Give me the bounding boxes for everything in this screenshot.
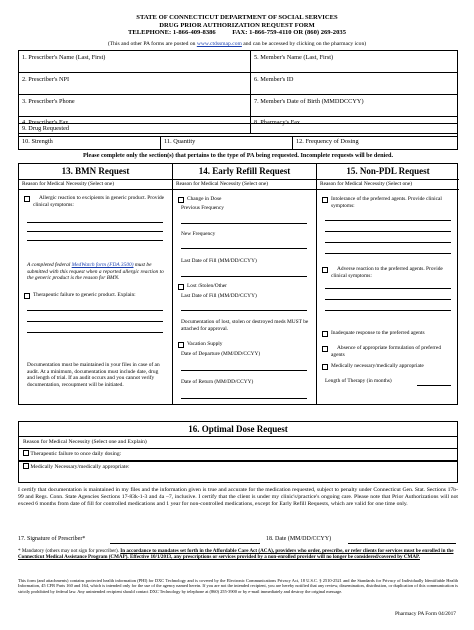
answer-line[interactable] bbox=[325, 242, 451, 243]
medically-necessary-checkbox[interactable] bbox=[322, 364, 328, 370]
adverse-reaction-label: Adverse reaction to the preferred agents. Provide clinical symptoms: bbox=[331, 266, 443, 279]
non-pdl-section bbox=[317, 164, 459, 404]
instruction-text: Please complete only the section(s) that pertains to the type of PA being requested. Incomplete requests will be denied. bbox=[82, 152, 394, 159]
header-note: (This and other PA forms are posted on www.ctdssmap.com and can be accessed by clicking on the pharmacy icon) bbox=[107, 41, 367, 47]
non-pdl-reason-label: Reason for Medical Necessity (Select one) bbox=[317, 180, 459, 190]
frequency-field[interactable]: 12. Frequency of Dosing bbox=[293, 137, 458, 150]
medically-appropriate-checkbox[interactable] bbox=[23, 463, 29, 469]
strength-field[interactable]: 10. Strength bbox=[19, 137, 161, 150]
lost-stolen-checkbox[interactable] bbox=[178, 284, 184, 290]
prescriber-fax-field[interactable]: 4. Prescriber's Fax bbox=[19, 117, 251, 134]
answer-line[interactable] bbox=[325, 253, 451, 254]
signature-input[interactable] bbox=[110, 543, 260, 544]
departure-date-label: Date of Departure (MM/DD/CCYY) bbox=[181, 351, 261, 357]
answer-line[interactable] bbox=[325, 310, 451, 311]
optimal-dose-title: 16. Optimal Dose Request bbox=[19, 422, 457, 437]
lost-stolen-label: Lost /Stolen/Other bbox=[187, 283, 227, 289]
medwatch-note: A completed federal MedWatch form (FDA 3500) must be submitted with this request when a reported allergic reaction to the generic product is the reason for BMN. bbox=[27, 262, 164, 282]
therapy-length-label: Length of Therapy (in months) bbox=[325, 378, 392, 384]
medically-necessary-label: Medically necessary/medically appropriate bbox=[331, 363, 424, 369]
contact-line: TELEPHONE: 1-866-409-8386 FAX: 1-866-759-4110 OR (860) 269-2035 bbox=[127, 29, 346, 37]
answer-line[interactable] bbox=[181, 223, 307, 224]
answer-line[interactable] bbox=[325, 299, 451, 300]
early-refill-title: 14. Early Refill Request bbox=[173, 164, 316, 180]
absence-formulation-label: Absence of appropriate formulation of preferred agents bbox=[331, 345, 442, 358]
pharmacy-fax-field[interactable]: 8. Pharmacy's Fax bbox=[251, 117, 458, 134]
answer-line[interactable] bbox=[181, 310, 307, 311]
early-refill-reason-label: Reason for Medical Necessity (Select one) bbox=[173, 180, 316, 190]
bmn-allergic-label: Allergic reaction to excipients in generic product. Provide clinical symptoms: bbox=[33, 195, 165, 208]
answer-line[interactable] bbox=[27, 332, 163, 333]
previous-frequency-label: Previous Frequency bbox=[181, 205, 224, 211]
agency-title: STATE OF CONNECTICUT DEPARTMENT OF SOCIAL SERVICES bbox=[136, 14, 338, 21]
answer-line[interactable] bbox=[325, 220, 451, 221]
website-link[interactable]: www.ctdssmap.com bbox=[196, 41, 242, 47]
answer-line[interactable] bbox=[27, 222, 163, 223]
early-refill-section bbox=[173, 164, 317, 404]
vacation-supply-label: Vacation Supply bbox=[187, 341, 223, 347]
quantity-field[interactable]: 11. Quantity bbox=[161, 137, 293, 150]
answer-line[interactable] bbox=[325, 231, 451, 232]
answer-line[interactable] bbox=[27, 310, 163, 311]
optimal-dose-option-row bbox=[19, 449, 457, 461]
member-name-field[interactable]: 5. Member's Name (Last, First) bbox=[251, 51, 458, 73]
prescriber-phone-field[interactable]: 3. Prescriber's Phone bbox=[19, 95, 251, 117]
inadequate-response-checkbox[interactable] bbox=[322, 331, 328, 337]
non-pdl-title: 15. Non-PDL Request bbox=[317, 164, 459, 180]
answer-line[interactable] bbox=[325, 288, 451, 289]
bmn-therapeutic-label: Therapeutic failure to generic product. Explain: bbox=[33, 292, 136, 298]
drug-requested-field[interactable]: 9. Drug Requested bbox=[19, 124, 458, 137]
once-daily-failure-checkbox[interactable] bbox=[23, 450, 29, 456]
answer-line[interactable] bbox=[181, 248, 307, 249]
bmn-documentation-note: Documentation must be maintained in your files in case of an audit. At a minimum, documentation must include date, drug and length of trial. If an audit occurs and you cannot verify documentation, recoupment will be initiated. bbox=[27, 362, 160, 388]
medwatch-link[interactable]: MedWatch form (FDA 3500) bbox=[71, 262, 134, 268]
form-header bbox=[0, 14, 474, 37]
once-daily-failure-label: Therapeutic failure to once daily dosing: bbox=[30, 451, 122, 457]
mandatory-note: * Mandatory (others may not sign for prescriber). In accordance to mandates set forth in the Affordable Care Act (ACA), providers who order, prescribe, or refer clients for services must be enrolled in the Connecticut Medical Assistance Program (CMAP). Effective 10/1/2013, any prescriptions or services provided by a non-enrolled provider will no longer be considered/covered by CMAP. bbox=[18, 548, 454, 561]
bmn-allergic-checkbox[interactable] bbox=[24, 196, 30, 202]
signature-label: 17. Signature of Prescriber* bbox=[18, 536, 86, 542]
date-label: 18. Date (MM/DD/CCYY) bbox=[266, 536, 332, 542]
prescriber-npi-field[interactable]: 2. Prescriber's NPI bbox=[19, 73, 251, 95]
prescriber-name-field[interactable]: 1. Prescriber's Name (Last, First) bbox=[19, 51, 251, 73]
adverse-reaction-checkbox[interactable] bbox=[322, 267, 328, 273]
certification-text: I certify that documentation is maintained in my files and the information given is true and accurate for the medication requested, subject to penalty under Connecticut Gen. Stat. Sections 17b-99 and Regs. Conn. State Agencies Sections 17-83k-1-3 and 4a –7, inclusive. I certify that the client is under my clinic's/practice's ongoing care. Please note that Prior Authorizations will not exceed 6 months from date of fill for controlled medications and 1 year for non-controlled medications, except for Early Refill Requests, which are valid for one time only. bbox=[18, 487, 458, 508]
answer-line[interactable] bbox=[27, 231, 163, 232]
member-id-field[interactable]: 6. Member's ID bbox=[251, 73, 458, 95]
request-sections bbox=[18, 163, 458, 405]
member-dob-field[interactable]: 7. Member's Date of Birth (MMDDCCYY) bbox=[251, 95, 458, 117]
change-in-dose-label: Change in Dose bbox=[187, 196, 222, 202]
drug-fields bbox=[18, 123, 458, 150]
bmn-section bbox=[19, 164, 173, 404]
bmn-title: 13. BMN Request bbox=[19, 164, 172, 180]
intolerance-label: Intolerance of the preferred agents. Provide clinical symptoms: bbox=[331, 196, 442, 209]
intolerance-checkbox[interactable] bbox=[322, 197, 328, 203]
answer-line[interactable] bbox=[27, 240, 163, 241]
answer-line[interactable] bbox=[181, 398, 307, 399]
return-date-label: Date of Return (MM/DD/CCYY) bbox=[181, 379, 254, 385]
prescriber-member-fields bbox=[18, 50, 458, 134]
bmn-therapeutic-failure-checkbox[interactable] bbox=[24, 293, 30, 299]
lost-documentation-note: Documentation of lost, stolen or destroyed meds MUST be attached for approval. bbox=[181, 319, 309, 332]
optimal-dose-section bbox=[18, 421, 458, 483]
form-title: DRUG PRIOR AUTHORIZATION REQUEST FORM bbox=[159, 21, 315, 29]
last-fill-label: Last Date of Fill (MM/DD/CCYY) bbox=[181, 258, 257, 264]
optimal-dose-reason-label: Reason for Medical Necessity (Select one and Explain) bbox=[19, 437, 457, 449]
optimal-dose-option-row bbox=[19, 462, 457, 473]
medically-appropriate-label: Medically Necessary/medically appropriate: bbox=[30, 464, 130, 470]
last-fill-label-2: Last Date of Fill (MM/DD/CCYY) bbox=[181, 293, 257, 299]
answer-line[interactable] bbox=[181, 370, 307, 371]
inadequate-response-label: Inadequate response to the preferred agents bbox=[331, 330, 425, 336]
bmn-reason-label: Reason for Medical Necessity (Select one) bbox=[19, 180, 172, 190]
form-number: Pharmacy PA Form 04/2017 bbox=[394, 611, 456, 617]
vacation-supply-checkbox[interactable] bbox=[178, 342, 184, 348]
answer-line[interactable] bbox=[27, 321, 163, 322]
new-frequency-label: New Frequency bbox=[181, 231, 216, 237]
answer-line[interactable] bbox=[181, 276, 307, 277]
confidentiality-notice: This form (and attachments) contains protected health information (PHI) for DXC Technology and is covered by the Electronic Communications Privacy Act, 18 U.S.C. § 2510-2521 and the Standards for Privacy of Individually Identifiable Health Information, 45 CFR Parts 160 and 164, which is intended only for the use of the agency named herein. If you are not the intended recipient, you are hereby notified that any review, dissemination, distribution, or duplication of this communication is strictly prohibited by federal law. Any unintended recipient should contact DXC Technology by telephone at (860) 255-3900 or by e-mail immediately and destroy the original message. bbox=[18, 578, 458, 594]
change-in-dose-checkbox[interactable] bbox=[178, 197, 184, 203]
absence-formulation-checkbox[interactable] bbox=[322, 346, 328, 352]
therapy-length-input[interactable] bbox=[417, 385, 451, 386]
date-input[interactable] bbox=[348, 543, 456, 544]
